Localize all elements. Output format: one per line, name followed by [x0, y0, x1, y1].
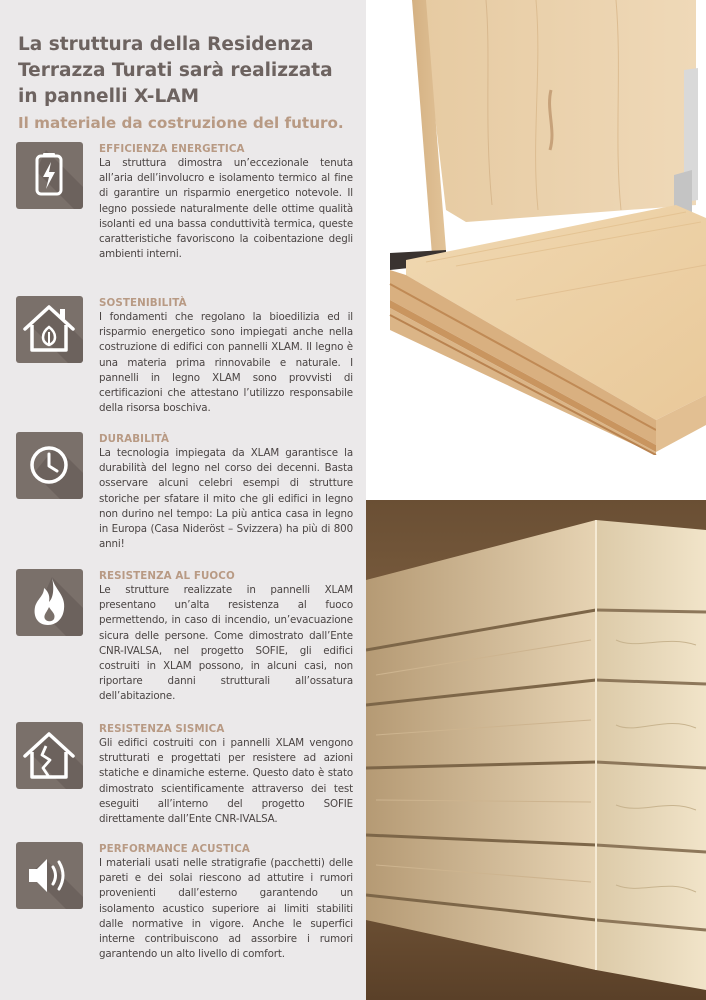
section-heading: SOSTENIBILITÀ	[99, 297, 187, 309]
cracked-house-icon	[16, 722, 83, 789]
section-body: La tecnologia impiegata da XLAM garantisce la durabilità del legno nel corso dei decenni. Basta osservare alcuni celebri esempi di strutture storiche per sfatare il mito che gli edifici in legno non durino nel tempo: La più antica casa in legno in Europa (Casa Nideröst – Svizzera) ha più di 800 anni!	[99, 447, 353, 551]
page-title	[18, 32, 358, 110]
xlam-corner-photo	[366, 0, 706, 455]
section-body: Le strutture realizzate in pannelli XLAM presentano un’alta resistenza al fuoco permettendo, in caso di incendio, un’evacuazione sicura delle persone. Come dimostrato dall’Ente CNR-IVALSA, nel progetto SOFIE, gli edifici costruiti in XLAM possono, in alcuni casi, non riportare danni strutturali all’ossatura dell’abitazione.	[99, 584, 353, 703]
section-body: I fondamenti che regolano la bioedilizia ed il risparmio energetico sono impiegati anche nella costruzione di edifici con pannelli XLAM. Il legno è una materia prima rinnovabile e naturale. I pannelli in legno XLAM sono provvisti di certificazioni che attestano l’utilizzo responsabile della risorsa boschiva.	[99, 311, 353, 415]
section-body: I materiali usati nelle stratigrafie (pacchetti) delle pareti e dei solai riescono ad attutire i rumori provenienti dall’esterno garantendo un isolamento acustico superiore ai limiti stabiliti dalle normative in vigore. Anche le superfici interne contribuiscono ad assorbire i rumori garantendo un alto livello di comfort.	[99, 857, 353, 961]
section-body: Gli edifici costruiti con i pannelli XLAM vengono strutturati e progettati per resistere ad azioni statiche e dinamiche esterne. Questo dato è stato dimostrato scientificamente attraverso dei test eseguiti all’interno del progetto SOFIE direttamente dall’Ente CNR-IVALSA.	[99, 737, 353, 826]
section-heading: RESISTENZA SISMICA	[99, 723, 225, 735]
clock-icon	[16, 432, 83, 499]
xlam-layers-photo	[366, 500, 706, 1000]
photo-panel	[366, 0, 706, 1000]
title-line-2: Terrazza Turati sarà realizzata	[18, 60, 333, 81]
section-body: La struttura dimostra un’eccezionale tenuta all’aria dell’involucro e isolamento termico al fine di garantire un risparmio energetico notevole. Il legno possiede naturalmente delle ottime qualità isolanti ed una bassa conduttività termica, queste caratteristiche favoriscono la coibentazione degli ambienti interni.	[99, 157, 353, 261]
title-line-1: La struttura della Residenza	[18, 34, 314, 55]
eco-house-icon	[16, 296, 83, 363]
flame-icon	[16, 569, 83, 636]
title-line-3: in pannelli X-LAM	[18, 86, 199, 107]
section-heading: EFFICIENZA ENERGETICA	[99, 143, 245, 155]
battery-icon	[16, 142, 83, 209]
section-heading: PERFORMANCE ACUSTICA	[99, 843, 250, 855]
section-heading: DURABILITÀ	[99, 433, 170, 445]
page-subtitle: Il materiale da costruzione del futuro.	[18, 114, 344, 132]
section-heading: RESISTENZA AL FUOCO	[99, 570, 235, 582]
speaker-icon	[16, 842, 83, 909]
